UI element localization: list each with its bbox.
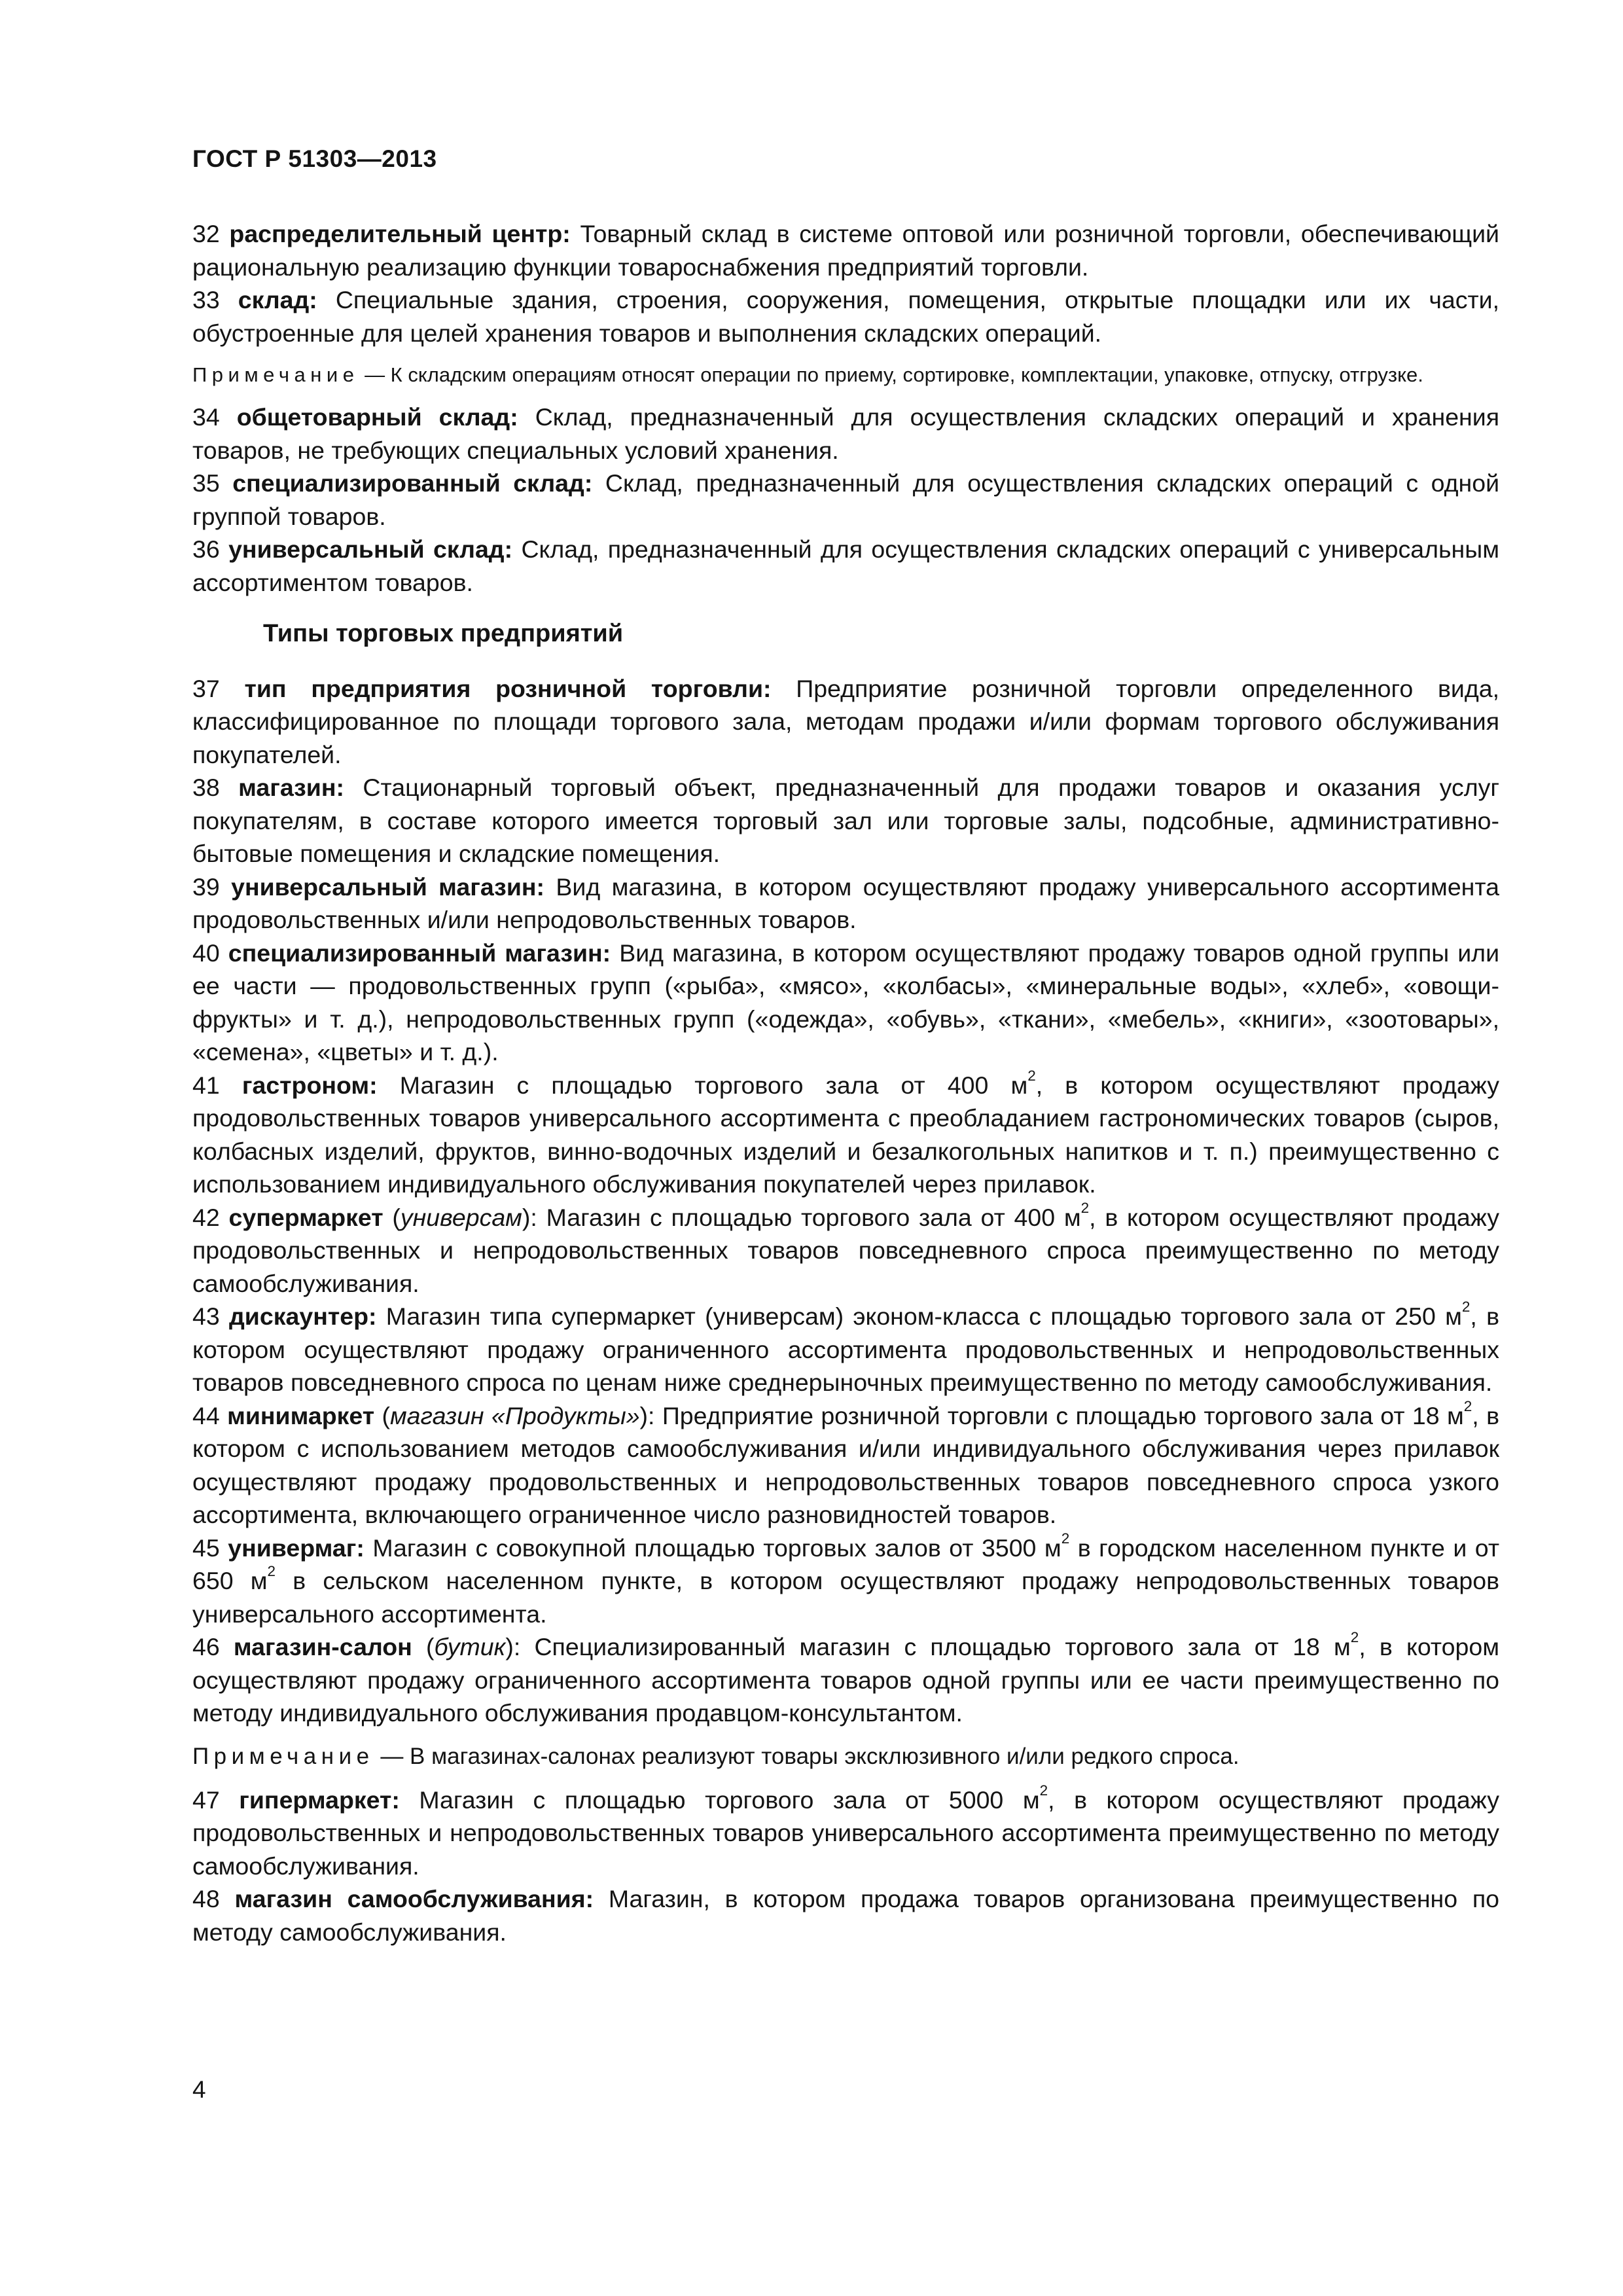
entry-term: специализированный склад: — [232, 469, 593, 497]
entry-number: 39 — [192, 872, 220, 901]
entry-definition: Магазин с площадью торгового зала от 400 м — [399, 1071, 1028, 1099]
entry-definition: Склад, предназначенный для осуществления складских операций с универсальным ассортиментом товаров. — [192, 535, 1500, 596]
entry-definition-cont: , в котором с использованием методов самообслуживания и/или индивидуального обслуживания через прилавок осуществляют продажу продовольственных и непродовольственных товаров повседневного спроса узкого ассортимента, включающего ограниченное число разновидностей товаров. — [192, 1401, 1499, 1528]
entry-definition: Магазин с площадью торгового зала от 400 м — [537, 1203, 1081, 1231]
alt-open: ( — [374, 1401, 390, 1429]
entry-definition-cont: , в котором осуществляют продажу продовольственных и непродовольственных товаров универсального ассортимента преимущественно по методу самообслуживания. — [192, 1785, 1500, 1880]
entry-definition-cont: , в котором осуществляют продажу продовольственных и непродовольственных товаров повседневного спроса преимущественно по методу самообслуживания. — [192, 1203, 1499, 1297]
entry-definition: Магазин с площадью торгового зала от 5000 м — [419, 1785, 1040, 1814]
document-body — [192, 217, 1499, 1948]
entry-definition: Магазин, в котором продажа товаров организована преимущественно по методу самообслуживания. — [192, 1885, 1499, 1946]
entry-term: магазин самообслуживания: — [234, 1885, 594, 1912]
entry-number: 40 — [192, 939, 220, 967]
superscript: 2 — [267, 1562, 276, 1579]
page-number: 4 — [192, 2076, 206, 2103]
superscript: 2 — [1027, 1067, 1036, 1084]
entry-definition-cont: , в котором осуществляют продажу продовольственных товаров универсального ассортимента с преобладанием гастрономических товаров (сыров, колбасных изделий, фруктов, винно-водочных изделий и безалкогольных напитков и т. п.) преимущественно с использованием индивидуального обслуживания покупателей через прилавок. — [192, 1071, 1500, 1198]
entry-term: магазин: — [238, 774, 344, 801]
entry-definition-cont: , в котором осуществляют продажу ограниченного ассортимента продовольственных и непродовольственных товаров повседневного спроса по ценам ниже среднерыночных преимущественно по методу самообслуживания. — [192, 1302, 1500, 1396]
entry-definition: Специализированный магазин с площадью торгового зала от 18 м — [520, 1633, 1351, 1660]
entry-term: минимаркет — [227, 1401, 375, 1429]
entry-term: магазин-салон — [233, 1633, 412, 1660]
note-label: Примечание — [192, 363, 359, 386]
entry-definition: Предприятие розничной торговли определенного вида, классифицированное по площади торгового зала, методам продажи и/или формам торгового обслуживания покупателей. — [192, 674, 1499, 768]
term-entry-39 — [192, 870, 1499, 937]
entry-number: 38 — [192, 774, 220, 801]
superscript: 2 — [1461, 1298, 1471, 1315]
term-entry-43 — [192, 1300, 1499, 1399]
entry-definition: Специальные здания, строения, сооружения, помещения, открытые площадки или их части, обустроенные для целей хранения товаров и выполнения складских операций. — [192, 286, 1499, 347]
note-warehouse-operations — [192, 361, 1499, 389]
term-entry-41 — [192, 1069, 1499, 1201]
entry-number: 48 — [192, 1885, 220, 1912]
term-entry-44 — [192, 1399, 1499, 1532]
entry-number: 46 — [192, 1633, 220, 1660]
superscript: 2 — [1039, 1782, 1048, 1799]
entry-number: 37 — [192, 674, 220, 702]
entry-definition: Предприятие розничной торговли с площадью торгового зала от 18 м — [654, 1401, 1464, 1429]
entry-definition-cont: в городском населенном пункте и от 650 м — [192, 1534, 1499, 1594]
entry-term: склад: — [238, 286, 317, 314]
term-entry-36 — [192, 533, 1499, 599]
entry-definition: Вид магазина, в котором осуществляют продажу товаров одной группы или ее части — продовольственных групп («рыба», «мясо», «колбасы», «минеральные воды», «хлеб», «овощи-фрукты» и т. д.), непродовольственных групп («одежда», «обувь», «ткани», «мебель», «книги», «зоотовары», «семена», «цветы» и т. д.). — [192, 939, 1500, 1066]
term-entry-42 — [192, 1201, 1499, 1300]
entry-number: 33 — [192, 286, 220, 314]
note-text: — К складским операциям относят операции по приему, сортировке, комплектации, упаковке, отпуску, отгрузке. — [365, 363, 1423, 386]
term-entry-35 — [192, 467, 1499, 533]
term-entry-46 — [192, 1630, 1499, 1730]
term-entry-34 — [192, 401, 1499, 467]
entry-term: универсальный магазин: — [231, 872, 545, 901]
entry-number: 43 — [192, 1302, 220, 1330]
section-heading: Типы торговых предприятий — [263, 620, 624, 647]
note-text: — В магазинах-салонах реализуют товары эксклюзивного и/или редкого спроса. — [380, 1743, 1240, 1769]
entry-term: специализированный магазин: — [228, 939, 611, 967]
note-salons — [192, 1742, 1499, 1771]
alt-close: ): — [639, 1401, 655, 1429]
entry-term: дискаунтер: — [229, 1302, 377, 1330]
term-entry-38 — [192, 771, 1499, 870]
term-entry-33 — [192, 283, 1499, 350]
entry-definition-cont: в сельском населенном пункте, в котором осуществляют продажу непродовольственных товаров универсального ассортимента. — [192, 1567, 1499, 1628]
entry-term: супермаркет — [228, 1203, 383, 1231]
entry-definition: Склад, предназначенный для осуществления складских операций и хранения товаров, не требующих специальных условий хранения. — [192, 403, 1500, 464]
entry-definition: Вид магазина, в котором осуществляют продажу универсального ассортимента продовольственных и/или непродовольственных товаров. — [192, 872, 1500, 933]
entry-term: распределительный центр: — [229, 220, 571, 247]
superscript: 2 — [1463, 1397, 1472, 1414]
entry-number: 41 — [192, 1071, 220, 1099]
superscript: 2 — [1350, 1628, 1359, 1645]
term-entry-47 — [192, 1784, 1499, 1883]
entry-term: гастроном: — [241, 1071, 378, 1099]
entry-number: 36 — [192, 535, 220, 563]
entry-number: 47 — [192, 1785, 220, 1814]
entry-definition: Магазин с совокупной площадью торговых залов от 3500 м — [372, 1534, 1061, 1562]
entry-definition: Товарный склад в системе оптовой или розничной торговли, обеспечивающий рациональную реализацию функции товароснабжения предприятий торговли. — [192, 220, 1500, 281]
entry-number: 42 — [192, 1203, 220, 1231]
entry-term: гипермаркет: — [239, 1785, 400, 1814]
entry-number: 35 — [192, 469, 220, 497]
alt-open: ( — [383, 1203, 401, 1231]
alt-close: ): — [522, 1203, 537, 1231]
entry-number: 32 — [192, 220, 220, 247]
entry-term: универмаг: — [228, 1534, 365, 1562]
entry-synonym: магазин «Продукты» — [389, 1401, 640, 1429]
entry-definition-cont: , в котором осуществляют продажу ограниченного ассортимента товаров одной группы или ее части преимущественно по методу индивидуального обслуживания продавцом-консультантом. — [192, 1633, 1499, 1727]
term-entry-45 — [192, 1532, 1499, 1631]
term-entry-40 — [192, 937, 1499, 1069]
entry-number: 34 — [192, 403, 220, 431]
entry-number: 45 — [192, 1534, 220, 1562]
entry-synonym: универсам — [400, 1203, 522, 1231]
term-entry-32 — [192, 217, 1499, 283]
alt-open: ( — [412, 1633, 435, 1660]
entry-synonym: бутик — [434, 1633, 506, 1660]
entry-number: 44 — [192, 1401, 220, 1429]
term-entry-37 — [192, 672, 1499, 772]
entry-term: тип предприятия розничной торговли: — [244, 674, 772, 702]
superscript: 2 — [1061, 1530, 1070, 1547]
entry-definition: Стационарный торговый объект, предназначенный для продажи товаров и оказания услуг покупателям, в составе которого имеется торговый зал или торговые залы, подсобные, административно-бытовые помещения и складские помещения. — [192, 774, 1500, 867]
entry-term: универсальный склад: — [228, 535, 513, 563]
term-entry-48 — [192, 1882, 1499, 1948]
note-label: Примечание — [192, 1743, 374, 1769]
entry-definition: Склад, предназначенный для осуществления складских операций с одной группой товаров. — [192, 469, 1500, 530]
document-header: ГОСТ Р 51303—2013 — [192, 145, 437, 172]
superscript: 2 — [1080, 1199, 1090, 1216]
entry-definition: Магазин типа супермаркет (универсам) эконом-класса с площадью торгового зала от 250 м — [385, 1302, 1462, 1330]
alt-close: ): — [505, 1633, 521, 1660]
entry-term: общетоварный склад: — [236, 403, 518, 431]
